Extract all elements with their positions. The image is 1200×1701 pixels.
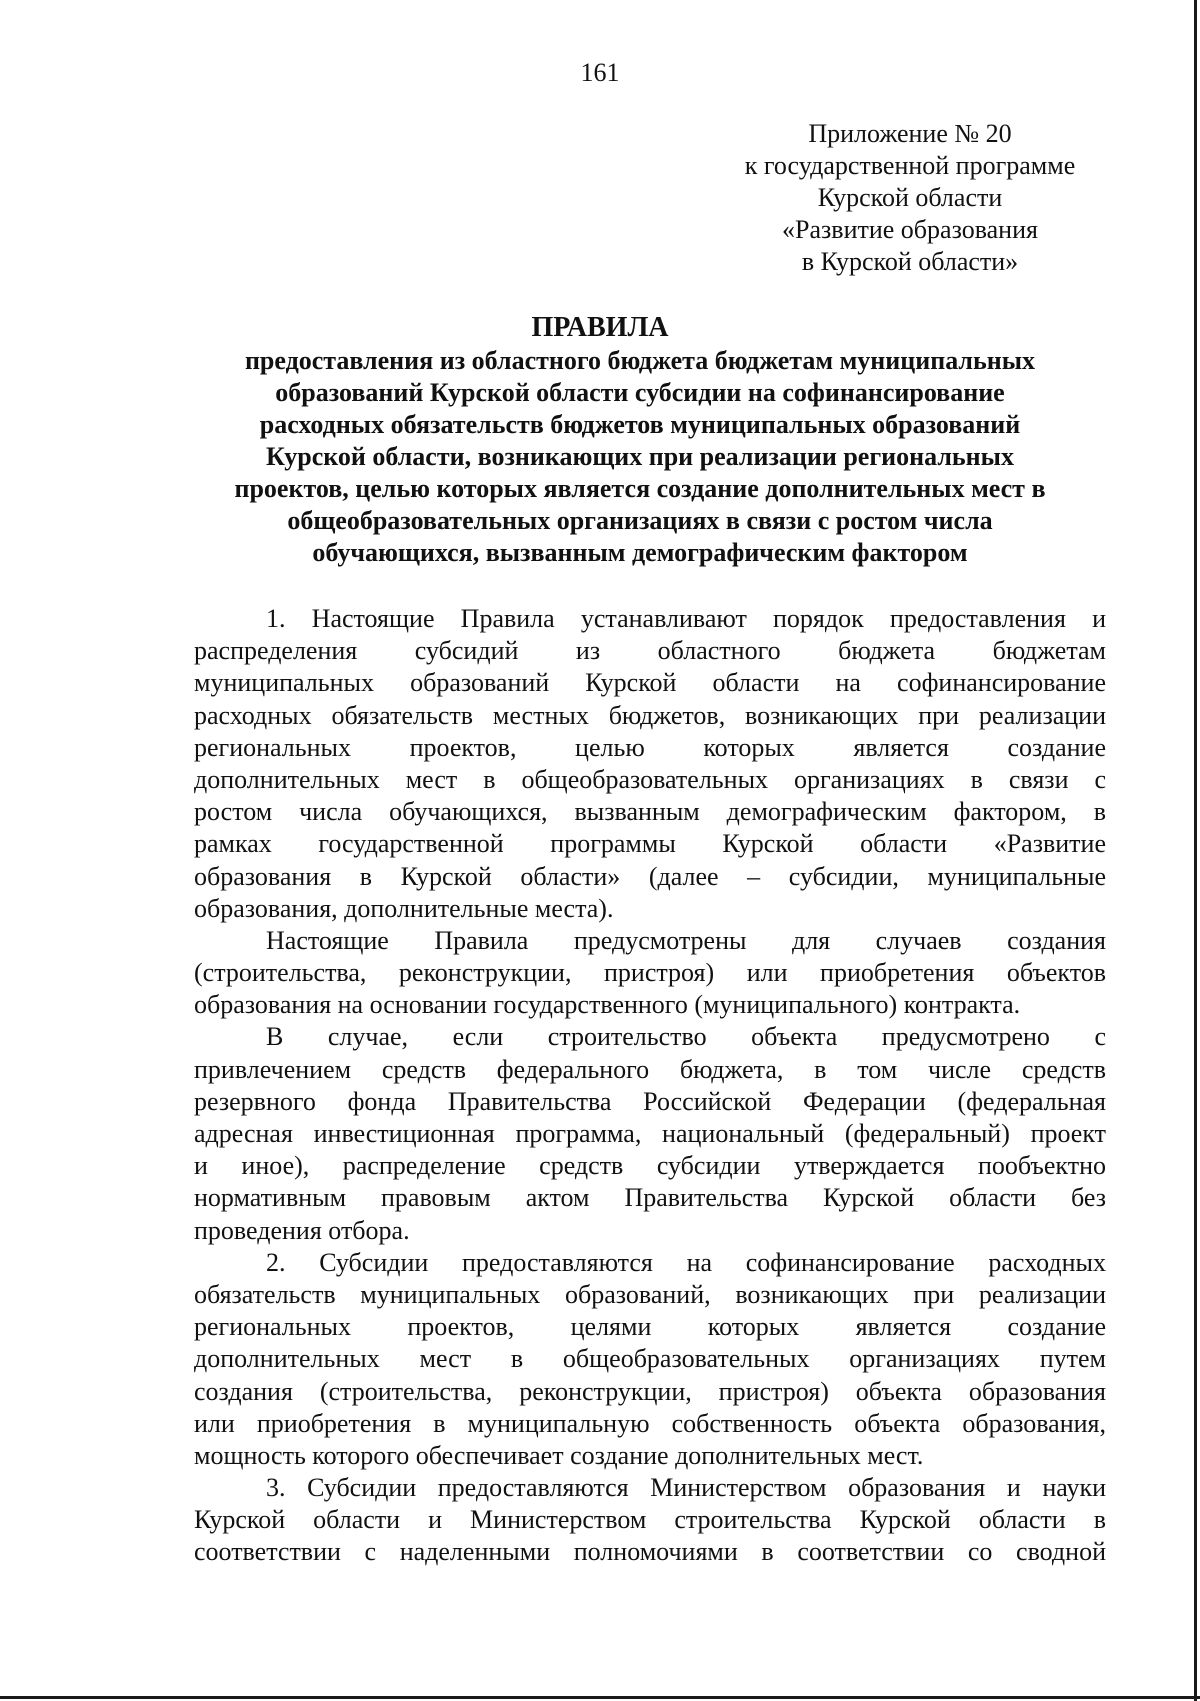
body-line: рамках государственной программы Курской области «Развитие [194, 829, 1106, 859]
document-subtitle [170, 345, 1110, 569]
body-line: образования на основании государственного (муниципального) контракта. [194, 990, 1021, 1020]
body-line: (строительства, реконструкции, пристроя) или приобретения объектов [194, 958, 1106, 988]
body-line: дополнительных мест в общеобразовательных организациях путем [194, 1344, 1106, 1374]
page-number: 161 [580, 58, 620, 87]
appendix-line: «Развитие образования [782, 215, 1038, 244]
body-line: Настоящие Правила предусмотрены для случаев создания [266, 925, 1106, 955]
body-line: привлечением средств федерального бюджета, в том числе средств [194, 1054, 1106, 1084]
body-line: региональных проектов, целью которых является создание [194, 732, 1106, 762]
appendix-line: Курской области [817, 183, 1003, 212]
document-title: ПРАВИЛА [531, 312, 669, 343]
appendix-line: Приложение № 20 [808, 119, 1012, 148]
subtitle-line: расходных обязательств бюджетов муниципальных образований [259, 410, 1021, 439]
body-line: образования, дополнительные места). [194, 893, 614, 923]
subtitle-line: общеобразовательных организациях в связи с ростом числа [287, 506, 993, 535]
subtitle-line: образований Курской области субсидии на софинансирование [275, 378, 1005, 407]
body-line: мощность которого обеспечивает создание дополнительных мест. [194, 1440, 924, 1470]
body-line: муниципальных образований Курской области на софинансирование [194, 668, 1106, 698]
body-line: 3. Субсидии предоставляются Министерством образования и науки [266, 1473, 1106, 1503]
subtitle-line: предоставления из областного бюджета бюджетам муниципальных [244, 346, 1036, 375]
body-line: расходных обязательств местных бюджетов, возникающих при реализации [194, 700, 1106, 730]
appendix-line: к государственной программе [744, 151, 1076, 180]
body-line: проведения отбора. [194, 1215, 410, 1245]
scan-edge-bottom [0, 1696, 1200, 1699]
subtitle-line: Курской области, возникающих при реализации региональных [266, 442, 1014, 471]
body-line: обязательств муниципальных образований, возникающих при реализации [194, 1279, 1106, 1309]
appendix-line: в Курской области» [801, 247, 1019, 276]
body-line: 2. Субсидии предоставляются на софинансирование расходных [266, 1247, 1106, 1277]
body-line: и иное), распределение средств субсидии утверждается пообъектно [194, 1151, 1106, 1181]
subtitle-line: обучающихся, вызванным демографическим фактором [312, 538, 968, 567]
body-line: образования в Курской области» (далее – субсидии, муниципальные [194, 861, 1106, 891]
body-line: создания (строительства, реконструкции, пристроя) объекта образования [194, 1376, 1106, 1406]
body-line: или приобретения в муниципальную собственность объекта образования, [194, 1408, 1106, 1438]
body-line: В случае, если строительство объекта предусмотрено с [266, 1022, 1106, 1052]
body-line: адресная инвестиционная программа, национальный (федеральный) проект [194, 1119, 1106, 1148]
body-line: 1. Настоящие Правила устанавливают порядок предоставления и [266, 604, 1106, 633]
body-line: соответствии с наделенными полномочиями в соответствии со сводной [194, 1537, 1106, 1567]
body-line: ростом числа обучающихся, вызванным демографическим фактором, в [194, 797, 1106, 827]
subtitle-line: проектов, целью которых является создание дополнительных мест в [234, 474, 1046, 503]
body-line: дополнительных мест в общеобразовательных организациях в связи с [194, 764, 1106, 794]
document-body [194, 603, 1106, 1569]
body-line: региональных проектов, целями которых является создание [194, 1312, 1106, 1342]
body-line: Курской области и Министерством строительства Курской области в [194, 1505, 1106, 1535]
body-line: распределения субсидий из областного бюджета бюджетам [194, 636, 1106, 666]
body-line: резервного фонда Правительства Российской Федерации (федеральная [194, 1086, 1106, 1116]
body-line: нормативным правовым актом Правительства Курской области без [194, 1183, 1106, 1213]
appendix-block [700, 118, 1120, 278]
scan-edge-right [1194, 0, 1197, 1701]
